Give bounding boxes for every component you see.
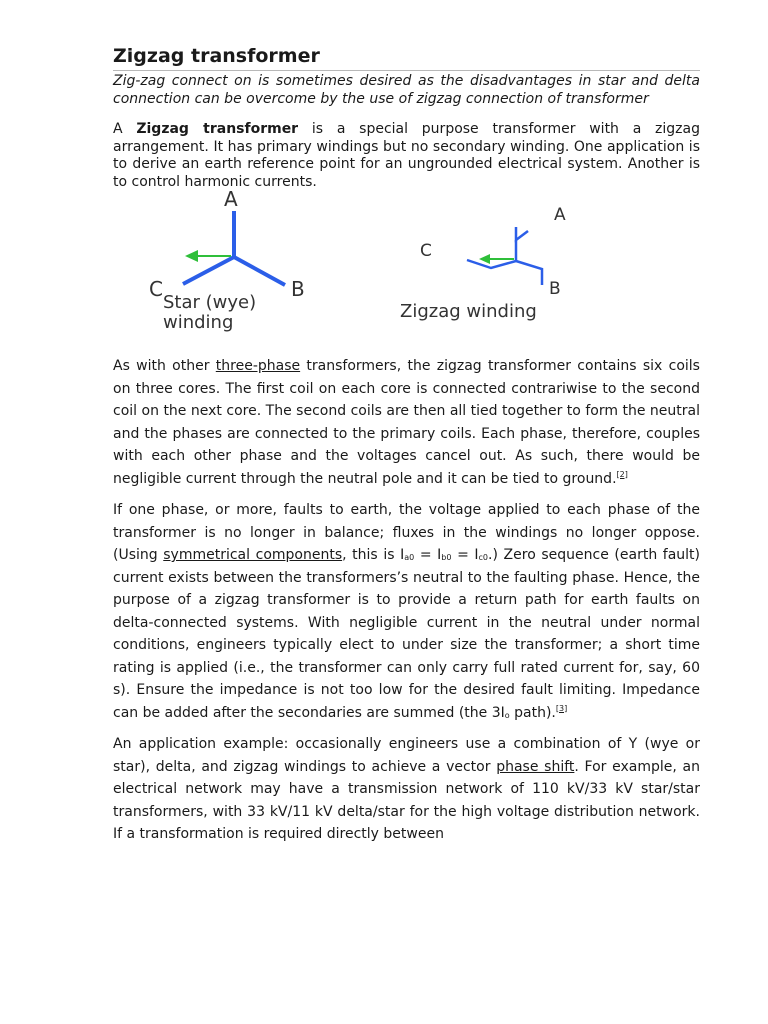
- p2-eq1: = I: [414, 547, 442, 563]
- intro-bold-term: Zigzag transformer: [136, 121, 299, 137]
- star-phase-b-line: [234, 257, 285, 285]
- star-caption-line1: Star (wye): [163, 292, 257, 313]
- reference-link-2[interactable]: [2]: [616, 469, 628, 479]
- zigzag-label-a: A: [554, 205, 566, 225]
- p1-text-pre: As with other: [113, 358, 216, 374]
- star-phase-c-line: [183, 257, 234, 284]
- link-symmetrical-components[interactable]: symmetrical components: [163, 547, 343, 563]
- subscript-o: o: [504, 710, 510, 720]
- subscript-c0: c0: [478, 553, 489, 562]
- paragraph-three-phase: [113, 355, 700, 490]
- subscript-a0: a0: [404, 553, 415, 562]
- p2-text-mid: , this is I: [342, 547, 405, 563]
- p2-text-pre: If one phase, or more, faults to earth, the voltage applied to each phase of the transformer is no longer in balance; fluxes in the windings no longer oppose. (Using: [113, 502, 700, 563]
- link-phase-shift[interactable]: phase shift: [496, 758, 575, 775]
- zigzag-arrow-head: [479, 254, 490, 264]
- p2-eq2: = I: [451, 547, 479, 563]
- zigzag-caption: Zigzag winding: [400, 301, 537, 322]
- p2-text-post: .) Zero sequence (earth fault) current exists between the transformers’s neutral to the faulting phase. Hence, the purpose of a zigzag transformer is to provide a return path for earth faults on delta-connected systems. With negligible current in the neutral under normal conditions, engineers typically elect to under size the transformer; a short time rating is applied (i.e., the transformer can only carry full rated current for, say, 60 s). Ensure the impedance is not too low for the desired fault limiting. Impedance can be added after the secondaries are summed (the 3I: [113, 547, 701, 721]
- star-label-c: C: [149, 277, 163, 301]
- zigzag-label-b: B: [549, 279, 561, 299]
- zigzag-winding-diagram: [467, 227, 542, 285]
- intro-text: is a special purpose transformer with a zigzag arrangement. It has primary windings but no secondary winding. One application is to derive an earth reference point for an ungrounded electrical system. Another is to control harmonic currents.: [113, 121, 700, 190]
- p3-text-pre: An application example: occasionally engineers use a combination of Y (wye or star), delta, and zigzag windings to achieve a vector: [113, 736, 700, 775]
- zigzag-phase-c-line: [467, 260, 516, 268]
- zigzag-phase-b-line: [516, 261, 542, 285]
- intro-article: A: [113, 121, 123, 137]
- page-title: Zigzag transformer: [113, 44, 700, 71]
- star-label-b: B: [291, 277, 305, 301]
- paragraph-application-example: [113, 733, 700, 846]
- link-three-phase[interactable]: three-phase: [215, 358, 301, 374]
- star-caption-line2: winding: [163, 312, 234, 333]
- p1-text-post: transformers, the zigzag transformer contains six coils on three cores. The first coil on each core is connected contrariwise to the second coil on the next core. The second coils are then all tied together to form the neutral and the phases are connected to the primary coils. Each phase, therefore, couples with each other phase and the voltages cancel out. As such, there would be negligible current through the neutral pole and it can be tied to ground.: [113, 358, 700, 487]
- zigzag-label-c: C: [420, 241, 432, 261]
- subscript-b0: b0: [441, 553, 452, 562]
- star-arrow-head: [185, 250, 198, 262]
- winding-figure: [113, 187, 700, 345]
- p2-text-end: path).: [509, 704, 556, 721]
- zigzag-phase-a-line: [516, 227, 528, 240]
- document-page: [113, 44, 700, 846]
- star-label-a: A: [224, 187, 238, 211]
- page-subtitle: Zig-zag connect on is sometimes desired as the disadvantages in star and delta connection can be overcome by the use of zigzag connection of transformer: [113, 73, 700, 107]
- p3-text-post: . For example, an electrical network may have a transmission network of 110 kV/33 kV star/star transformers, with 33 kV/11 kV delta/star for the high voltage distribution network. If a transformation is required directly between: [113, 758, 700, 842]
- star-winding-diagram: [183, 211, 285, 285]
- intro-paragraph: [113, 121, 700, 191]
- paragraph-earth-fault: [113, 499, 700, 724]
- reference-link-3[interactable]: [3]: [555, 703, 568, 713]
